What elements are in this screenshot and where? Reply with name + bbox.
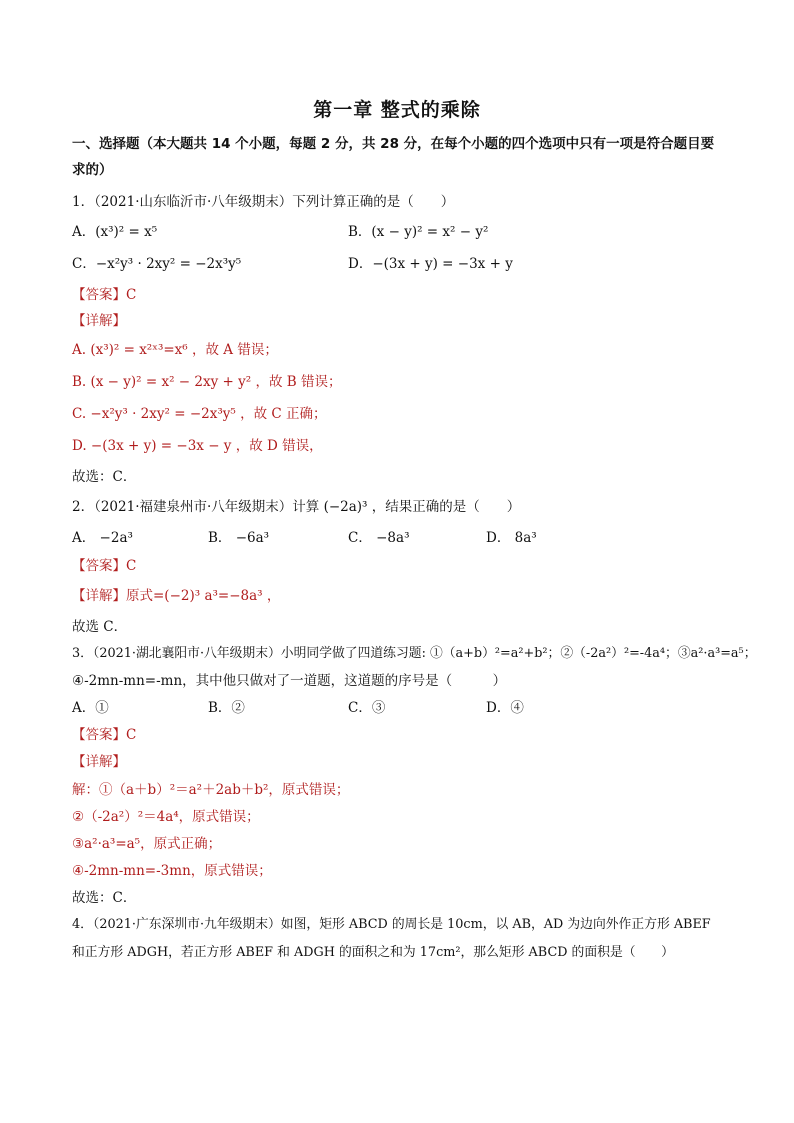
q1-detail-label: 【详解】 xyxy=(72,313,126,329)
q2-choice: 故选 C． xyxy=(72,619,128,635)
q2-option-c: C． −8a³ xyxy=(348,530,410,546)
q3-solution-2: ②（-2a²）²＝4a⁴，原式错误； xyxy=(72,809,260,825)
q3-detail-label: 【详解】 xyxy=(72,754,126,770)
page-title: 第一章 整式的乘除 xyxy=(313,99,481,121)
q3-stem-line1: 3．（2021·湖北襄阳市·八年级期末）小明同学做了四道练习题: ①（a+b）²=a²+b²；②（-2a²）²=-4a⁴；③a²·a³=a⁵； xyxy=(72,646,757,661)
q1-option-c: C．−x²y³ · 2xy² = −2x³y⁵ xyxy=(72,256,242,272)
q1-answer: 【答案】C xyxy=(72,287,137,303)
q1-explanation-d: D. −(3x + y) = −3x − y ，故 D 错误， xyxy=(72,438,323,454)
q3-option-d: D．④ xyxy=(486,700,524,716)
q4-stem-line1: 4．（2021·广东深圳市·九年级期末）如图，矩形 ABCD 的周长是 10cm，以 AB，AD 为边向外作正方形 ABEF xyxy=(72,917,711,932)
q2-option-d: D． 8a³ xyxy=(486,530,537,546)
q1-stem: 1．（2021·山东临沂市·八年级期末）下列计算正确的是（ ） xyxy=(72,194,455,210)
q4-stem-line2: 和正方形 ADGH，若正方形 ABEF 和 ADGH 的面积之和为 17cm²，那么矩形 ABCD 的面积是（ ） xyxy=(72,945,674,960)
q1-explanation-c: C. −x²y³ · 2xy² = −2x³y⁵ ，故 C 正确； xyxy=(72,406,327,422)
q3-solution-1: 解：①（a＋b）²＝a²＋2ab＋b²，原式错误； xyxy=(72,782,350,798)
q3-stem-line2: ④-2mn-mn=-mn，其中他只做对了一道题，这道题的序号是（ ） xyxy=(72,673,507,689)
q3-choice: 故选：C． xyxy=(72,890,137,906)
q2-stem: 2．（2021·福建泉州市·八年级期末）计算 (−2a)³ ，结果正确的是（ ） xyxy=(72,499,521,515)
q2-option-b: B． −6a³ xyxy=(208,530,270,546)
q3-answer: 【答案】C xyxy=(72,727,137,743)
q1-option-d: D．−(3x + y) = −3x + y xyxy=(348,256,513,272)
q1-option-a: A．(x³)² = x⁵ xyxy=(72,224,158,240)
q3-option-b: B．② xyxy=(208,700,245,716)
q3-solution-4: ④-2mn-mn=-3mn，原式错误； xyxy=(72,863,272,879)
q3-option-c: C．③ xyxy=(348,700,386,716)
q3-solution-3: ③a²·a³=a⁵，原式正确； xyxy=(72,836,222,852)
q1-choice: 故选：C． xyxy=(72,469,137,485)
q2-detail: 【详解】原式=(−2)³ a³=−8a³ ， xyxy=(72,588,281,604)
q1-explanation-b: B. (x − y)² = x² − 2xy + y² ，故 B 错误； xyxy=(72,374,342,390)
q3-option-a: A．① xyxy=(72,700,109,716)
q1-explanation-a: A. (x³)² = x²ˣ³=x⁶ ，故 A 错误； xyxy=(72,342,278,358)
q1-option-b: B．(x − y)² = x² − y² xyxy=(348,224,489,240)
section-heading-line1: 一、选择题（本大题共 14 个小题，每题 2 分，共 28 分，在每个小题的四个选项中只有一项是符合题目要 xyxy=(72,136,715,152)
q2-answer: 【答案】C xyxy=(72,558,137,574)
q2-option-a: A． −2a³ xyxy=(72,530,133,546)
section-heading-line2: 求的） xyxy=(72,162,113,178)
